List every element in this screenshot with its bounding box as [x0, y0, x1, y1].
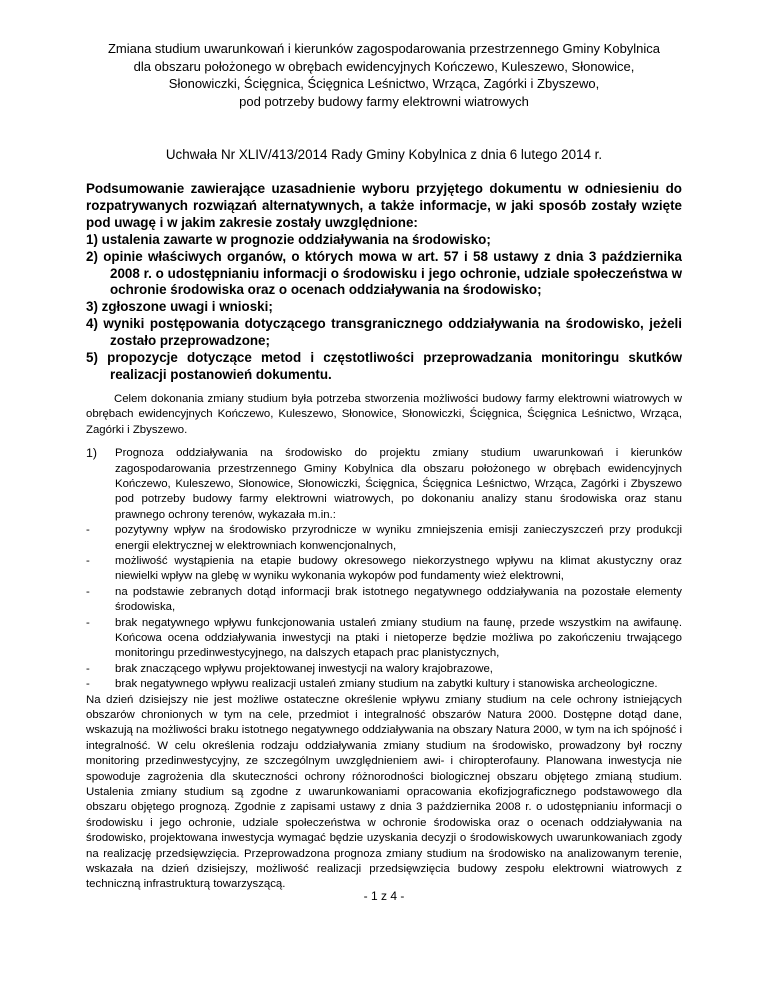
section-1-lead [86, 446, 682, 523]
bullet-item: - brak negatywnego wpływu funkcjonowania ustaleń zmiany studium na faunę, przede wszystkim na awifaunę. Końcowa ocena oddziaływania inwestycji na ptaki i nietoperze będzie możliwa po zakończeniu trwającego monitoringu przedinwestycyjnego, na dalszych etapach prac planistycznych, [86, 616, 682, 660]
summary-item: 3) zgłoszone uwagi i wnioski; [86, 299, 273, 315]
summary-item: 5) propozycje dotyczące metod i częstotliwości przeprowadzania monitoringu skutków realizacji postanowień dokumentu. [86, 350, 682, 382]
bullet-item: - brak negatywnego wpływu realizacji ustaleń zmiany studium na zabytki kultury i stanowiska archeologiczne. [86, 678, 658, 691]
summary-list [86, 232, 682, 384]
section-number: 1) [86, 446, 98, 461]
section-1-closing: Na dzień dzisiejszy nie jest możliwe ostateczne określenie wpływu zmiany studium na cele ochrony istniejących obszarów chronionych w tym na cele, przedmiot i integralność obszarów Natura 2000. Dostępne dotąd dane, wskazują na możliwości braku istotnego negatywnego oddziaływania na obszary Natura 2000, w tym na ich spójność i integralność. W celu określenia rodzaju oddziaływania zmiany studium na środowisko, prowadzony był roczny monitoring przedinwestycyjny, ze szczególnym uwzględnieniem awi- i chiropterofauny. Planowana inwestycja nie spowoduje zagrożenia dla skuteczności ochrony różnorodności biologicznej obszaru objętego zmianą studium. Ustalenia zmiany studium są zgodne z uwarunkowaniami opracowania ekofizjograficznego podstawowego dla obszaru objętego prognozą. Zgodnie z zapisami ustawy z dnia 3 października 2008 r. o udostępnianiu informacji o środowisku i jego ochronie, udziale społeczeństwa w ochronie środowiska oraz o ocenach oddziaływania na środowisko, projektowana inwestycja wymagać będzie uzyskania decyzji o środowiskowych uwarunkowaniach zgody na realizację przedsięwzięcia. Przeprowadzona prognoza zmiany studium na środowisko na analizowanym terenie, wskazała na dzień dzisiejszy, możliwość realizacji przedsięwzięcia budowy zespołu elektrowni wiatrowych z techniczną infrastrukturą towarzyszącą. [86, 693, 682, 891]
title-line-1: Zmiana studium uwarunkowań i kierunków zagospodarowania przestrzennego Gminy Kobylnica [107, 41, 661, 56]
bullet-item: - na podstawie zebranych dotąd informacji brak istotnego negatywnego oddziaływania na pozostałe elementy środowiska, [86, 585, 682, 614]
bullet-item: - możliwość wystąpienia na etapie budowy okresowego niekorzystnego wpływu na klimat akustyczny oraz niewielki wpływ na glebę w wyniku wykonania wykopów pod fundamenty wież elektrowni, [86, 554, 682, 583]
summary-intro: Podsumowanie zawierające uzasadnienie wyboru przyjętego dokumentu w odniesieniu do rozpatrywanych rozwiązań alternatywnych, a także informacje, w jaki sposób zostały wzięte pod uwagę i w jakim zakresie zostały uwzględnione: [86, 181, 682, 230]
title-line-2: dla obszaru położonego w obrębach ewidencyjnych Kończewo, Kuleszewo, Słonowice, [133, 58, 635, 74]
page-number: - 1 z 4 - [363, 889, 405, 903]
title-line-3: Słonowiczki, Ścięgnica, Ścięgnica Leśnictwo, Wrząca, Zagórki i Zbyszewo, [168, 76, 600, 91]
summary-item: 1) ustalenia zawarte w prognozie oddziaływania na środowisko; [86, 231, 491, 247]
section-lead-text: Prognoza oddziaływania na środowisko do projektu zmiany studium uwarunkowań i kierunków zagospodarowania przestrzennego Gminy Kobylnica dla obszaru położonego w obrębach ewidencyjnych Kończewo, Kuleszewo, Słonowice, Słonowiczki, Ścięgnica, Ścięgnica Leśnictwo, Wrząca, Zagórki i Zbyszewo pod potrzeby budowy farmy elektrowni wiatrowych, po dokonaniu analizy stanu środowiska oraz stanu prawnego ochrony terenów, wykazała m.in.: [115, 447, 682, 521]
resolution-heading: Uchwała Nr XLIV/413/2014 Rady Gminy Kobylnica z dnia 6 lutego 2014 r. [165, 147, 603, 162]
section-1 [86, 446, 682, 893]
summary-item: 4) wyniki postępowania dotyczącego transgranicznego oddziaływania na środowisko, jeżeli zostało przeprowadzone; [86, 316, 682, 349]
document-page [86, 40, 682, 893]
document-title [86, 40, 682, 110]
title-line-4: pod potrzeby budowy farmy elektrowni wiatrowych [239, 93, 529, 109]
summary-item: 2) opinie właściwych organów, o których mowa w art. 57 i 58 ustawy z dnia 3 października 2008 r. o udostępnianiu informacji o środowisku i jego ochronie, udziale społeczeństwa w ochronie środowiska oraz o ocenach oddziaływania na środowisko; [86, 248, 682, 298]
bullet-item: - pozytywny wpływ na środowisko przyrodnicze w wyniku zmniejszenia emisji zanieczyszczeń przy produkcji energii elektrycznej w elektrowniach konwencjonalnych, [86, 524, 682, 552]
bullet-item: - brak znaczącego wpływu projektowanej inwestycji na walory krajobrazowe, [86, 662, 493, 675]
section-1-bullets [86, 523, 682, 692]
intro-paragraph: Celem dokonania zmiany studium była potrzeba stworzenia możliwości budowy farmy elektrowni wiatrowych w obrębach ewidencyjnych Kończewo, Kuleszewo, Słonowice, Słonowiczki, Ścięgnica, Ścięgnica Leśnictwo, Wrząca, Zagórki i Zbyszewo. [86, 392, 682, 436]
